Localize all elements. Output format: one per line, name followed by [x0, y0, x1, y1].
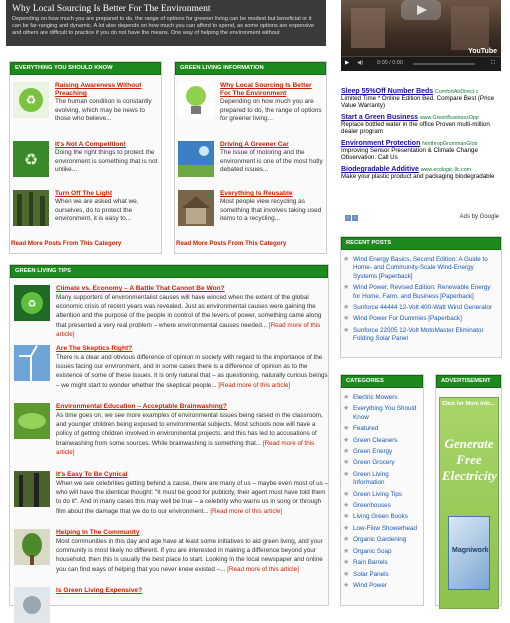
- ad-desc: Improving Sensor Presentation & Climate Change Observation. Call Us: [341, 147, 478, 161]
- star-icon: ★: [343, 425, 350, 433]
- star-icon: ★: [343, 536, 350, 544]
- star-icon: ★: [343, 524, 350, 532]
- category-item[interactable]: ★ Green Cleaners: [343, 436, 398, 444]
- ad-item[interactable]: [341, 88, 501, 109]
- recent-item[interactable]: ★ Sunforce 22005 12-Volt MotoMaster Eliminator Folding Solar Panel: [343, 326, 484, 343]
- read-more-link[interactable]: [Read more of this article]: [56, 321, 321, 338]
- info-header: GREEN LIVING INFORMATION: [175, 62, 326, 75]
- post-excerpt: The issue of motoring and the environment is one of the most hotly debated issues...: [220, 149, 323, 174]
- category-item[interactable]: ★ Greenhouses: [343, 502, 391, 510]
- post-item: [178, 190, 324, 240]
- category-item[interactable]: ★ Organic Gardening: [343, 536, 407, 544]
- category-item[interactable]: ★ Green Grocery: [343, 459, 395, 467]
- everything-box: [9, 61, 162, 254]
- post-title[interactable]: Everything Is Reusable: [220, 190, 293, 197]
- thumb-trees-icon[interactable]: [14, 471, 50, 507]
- ad-url[interactable]: ComfortAirDirect.c: [435, 89, 479, 95]
- post-title[interactable]: Turn Off The Light: [55, 190, 113, 197]
- star-icon: ★: [343, 502, 350, 510]
- post-item: [13, 190, 159, 240]
- star-icon: ★: [343, 490, 350, 498]
- star-icon: ★: [343, 304, 350, 312]
- tips-header: GREEN LIVING TIPS: [10, 265, 328, 278]
- tip-item: [14, 403, 328, 463]
- read-more-link[interactable]: Read More Posts From This Category: [176, 240, 287, 247]
- svg-text:♻: ♻: [23, 152, 39, 169]
- star-icon: ★: [343, 256, 350, 263]
- star-icon: ★: [343, 547, 350, 555]
- tip-item: [14, 471, 328, 523]
- star-icon: ★: [343, 459, 350, 467]
- category-item[interactable]: ★ Rain Barrels: [343, 559, 388, 567]
- post-item: [13, 141, 159, 191]
- thumb-wind-icon[interactable]: [14, 345, 50, 381]
- read-more-link[interactable]: [Read more of this article]: [218, 381, 291, 389]
- tip-excerpt: Many supporters of environmentalist causes will have winced when the extent of the global economic crisis of recent years was revealed. Just as environmental causes were gaining the attention and the purpose of the people in control of the levers of power, something came along that presented a very real problem – where environmental causes needed... [Read more of this article]: [56, 294, 322, 338]
- star-icon: ★: [343, 284, 350, 292]
- tip-item: [14, 345, 328, 395]
- read-more-link[interactable]: [Read more of this article]: [56, 439, 315, 456]
- read-more-link[interactable]: [Read more of this article]: [227, 565, 299, 573]
- tip-excerpt: As time goes on, we see more examples of environmental issues being raised in the classroom, and younger children being exposed to environmental subjects. Most schools now will have a policy of getting children involved in environmental projects, and this has led to accusations of brainwashing from some sources. While brainwashing is something that... [Read more of this article]: [56, 412, 323, 456]
- post-item: [13, 82, 159, 132]
- category-item[interactable]: ★ Electric Mowers: [343, 394, 398, 401]
- category-item[interactable]: ★ Green Energy: [343, 448, 393, 456]
- tip-excerpt: Most communities in this day and age have at least some initiatives to aid green living, and your community is most likely no different. If you are interested in making a difference beyond your household, then this is usually the best place to start. Looking in the local newspaper and online you can find ways of helping that you never knew existed –... [Read more of this article]: [56, 538, 323, 573]
- tip-title[interactable]: Helping In The Community: [56, 529, 140, 536]
- thumb-sky-icon[interactable]: [178, 141, 214, 177]
- star-icon: ★: [343, 513, 350, 521]
- post-excerpt: When we are asked what we, ourselves, do to protect the environment, it is easy to...: [55, 198, 139, 223]
- categories-box: [340, 374, 424, 606]
- fullscreen-icon[interactable]: ⛶: [491, 60, 495, 66]
- category-item[interactable]: ★ Green Living Tips: [343, 490, 403, 498]
- next-arrow-icon[interactable]: ›: [352, 215, 358, 221]
- banner-title[interactable]: Generate Free Electricity: [442, 436, 497, 483]
- tip-title[interactable]: It's Easy To Be Cynical: [56, 471, 128, 478]
- star-icon: ★: [343, 570, 350, 578]
- tip-item: [14, 529, 328, 581]
- star-icon: ★: [343, 581, 350, 589]
- category-item[interactable]: ★ Organic Soap: [343, 547, 392, 555]
- video-player[interactable]: [341, 0, 501, 71]
- everything-header: EVERYTHING YOU SHOULD KNOW: [10, 62, 161, 75]
- post-title[interactable]: Driving A Greener Car: [220, 141, 289, 148]
- category-item[interactable]: ★ Everything You Should Know: [343, 405, 417, 421]
- ad-desc: Replace bottled water in the office Proven multi-million dealer program: [341, 121, 490, 135]
- banner-ad[interactable]: [439, 397, 499, 609]
- recent-posts-box: [340, 236, 502, 358]
- category-item[interactable]: ★ Featured: [343, 425, 379, 433]
- post-title[interactable]: Raising Awareness Without Preaching: [55, 82, 142, 97]
- thumb-coin-icon[interactable]: [14, 587, 50, 623]
- thumb-house-icon[interactable]: [178, 190, 214, 226]
- ad-item[interactable]: [341, 166, 501, 180]
- post-item: [178, 141, 324, 191]
- tip-title[interactable]: Climate vs. Economy – A Battle That Cannot Be Won?: [56, 285, 225, 292]
- ads-footer: [345, 214, 501, 221]
- recent-header: RECENT POSTS: [341, 237, 501, 250]
- categories-header: CATEGORIES: [341, 375, 423, 388]
- category-item[interactable]: ★ Low-Flow Showerhead: [343, 524, 418, 532]
- featured-title[interactable]: Why Local Sourcing Is Better For The Environment: [12, 4, 211, 14]
- volume-icon[interactable]: ◀): [357, 60, 364, 66]
- advertisement-header: ADVERTISEMENT: [436, 375, 501, 388]
- video-controls: [341, 56, 501, 71]
- svg-text:♻: ♻: [25, 93, 37, 107]
- tip-title[interactable]: Environmental Education – Acceptable Brainwashing?: [56, 403, 227, 410]
- thumb-forest-icon[interactable]: [13, 190, 49, 226]
- thumb-globe-icon[interactable]: [14, 285, 50, 321]
- thumb-recycle-icon[interactable]: [13, 82, 49, 118]
- featured-text: Depending on how much you are prepared to do, the range of options for greener living can be modest but beneficial or it can be far-ranging and dynamic. A lot also depends on how much you can afford to spend, as some options are expensive and others are difficult to practice if you do not have the means. One way of helping the environment without: [12, 16, 315, 37]
- ad-title[interactable]: Start a Green Business: [341, 114, 419, 121]
- tip-item: [14, 587, 328, 607]
- google-ads: [341, 88, 501, 220]
- thumb-bulb-icon[interactable]: [178, 82, 214, 118]
- post-excerpt: Most people view recycling as something that involves taking used items to a recycling...: [220, 198, 322, 223]
- featured-slider[interactable]: [6, 0, 326, 46]
- star-icon: ★: [343, 394, 350, 401]
- read-more-link[interactable]: [Read more of this article]: [210, 507, 283, 515]
- category-item[interactable]: ★ Wind Power: [343, 581, 387, 589]
- product-label: Magniwork: [452, 547, 489, 554]
- time-readout: 0:00 / 0:00: [377, 60, 403, 66]
- ad-item[interactable]: [341, 114, 501, 135]
- category-item[interactable]: ★ Living Green Books: [343, 513, 408, 521]
- recent-item[interactable]: ★ Wind Power For Dummies [Paperback]: [343, 315, 462, 323]
- recent-item[interactable]: ★ Wind Energy Basics, Second Edition: A Guide to Home- and Community-Scale Wind-Energy Systems [Paperback]: [343, 256, 488, 280]
- prev-arrow-icon[interactable]: ‹: [345, 215, 351, 221]
- product-box[interactable]: [448, 516, 490, 590]
- ad-desc: Make your plastic product and packaging biodegradable: [341, 173, 495, 180]
- star-icon: ★: [343, 326, 350, 334]
- post-item: [178, 82, 324, 132]
- tip-item: [14, 285, 328, 338]
- recent-item[interactable]: ★ Wind Power, Revised Edition: Renewable Energy for Home, Farm, and Business [Paperback]: [343, 284, 491, 300]
- tip-title[interactable]: Are The Skeptics Right?: [56, 345, 133, 352]
- star-icon: ★: [343, 470, 350, 478]
- ad-desc: Limited Time * Online Edition Bed. Compare Best (Price Value Warranty): [341, 95, 495, 109]
- progress-track[interactable]: [413, 63, 475, 65]
- post-excerpt: Doing the right things to protect the environment is something that is not unlike...: [55, 149, 158, 174]
- info-box: [174, 61, 327, 254]
- recent-item[interactable]: ★ Sunforce 44444 12-Volt 400-Watt Wind Generator: [343, 304, 493, 312]
- post-excerpt: Depending on how much you are prepared to do, the range of options for greener living...: [220, 98, 322, 123]
- ad-title[interactable]: Environment Protection: [341, 140, 421, 147]
- post-title[interactable]: It's Not A Competition!: [55, 141, 126, 148]
- ad-title[interactable]: Biodegradable Additive: [341, 166, 419, 173]
- category-item[interactable]: ★ Solar Panels: [343, 570, 389, 578]
- tips-box: [9, 264, 329, 606]
- thumb-recycle-green-icon[interactable]: [13, 141, 49, 177]
- advertisement-box: [435, 374, 502, 606]
- star-icon: ★: [343, 559, 350, 567]
- ad-title[interactable]: Sleep 55%Off Number Beds: [341, 88, 434, 95]
- youtube-logo[interactable]: YouTube: [468, 48, 497, 55]
- category-item[interactable]: ★ Green Living Information: [343, 470, 389, 487]
- ad-url[interactable]: www.ecologic-llc.com: [420, 167, 472, 173]
- read-more-link[interactable]: Read More Posts From This Category: [11, 240, 122, 247]
- svg-text:♻: ♻: [27, 299, 37, 310]
- ads-by-google[interactable]: Ads by Google: [459, 214, 499, 220]
- banner-click-text[interactable]: Click for More Info...: [442, 401, 495, 407]
- ad-item[interactable]: [341, 140, 501, 161]
- tip-title[interactable]: Is Green Living Expensive?: [56, 587, 143, 594]
- tip-excerpt: There is a clear and obvious difference of opinion in society with regard to the importance of the issues facing our environment, and in some cases there is a difference of opinion as to the existence of some of these issues. It is only natural that – as questioning, naturally curious beings – we might start to wonder whether the skeptical people... [Read more of this article]: [56, 354, 328, 389]
- post-excerpt: The human condition is constantly evolving, which may be news to those who believe...: [55, 98, 152, 123]
- ad-url[interactable]: NorthropGrummanGlob: [422, 141, 478, 147]
- star-icon: ★: [343, 448, 350, 456]
- play-icon[interactable]: ▶: [345, 60, 350, 66]
- thumb-plant-icon[interactable]: [14, 529, 50, 565]
- star-icon: ★: [343, 436, 350, 444]
- post-title[interactable]: Why Local Sourcing Is Better For The Environment: [220, 82, 312, 97]
- star-icon: ★: [343, 405, 350, 413]
- tip-excerpt: When we see celebrities getting behind a cause, there are many of us – maybe even most of us – who will have the identical thought: "It must be good for publicity, their agent must have told them to do it". And in many cases this may well be true – a celebrity who warns us in song or through film about the damage that we do to our environment... [Read more of this article]: [56, 480, 328, 515]
- star-icon: ★: [343, 315, 350, 323]
- thumb-leaf-icon[interactable]: [14, 403, 50, 439]
- ad-url[interactable]: www.GreenBusinessOpp: [419, 115, 479, 121]
